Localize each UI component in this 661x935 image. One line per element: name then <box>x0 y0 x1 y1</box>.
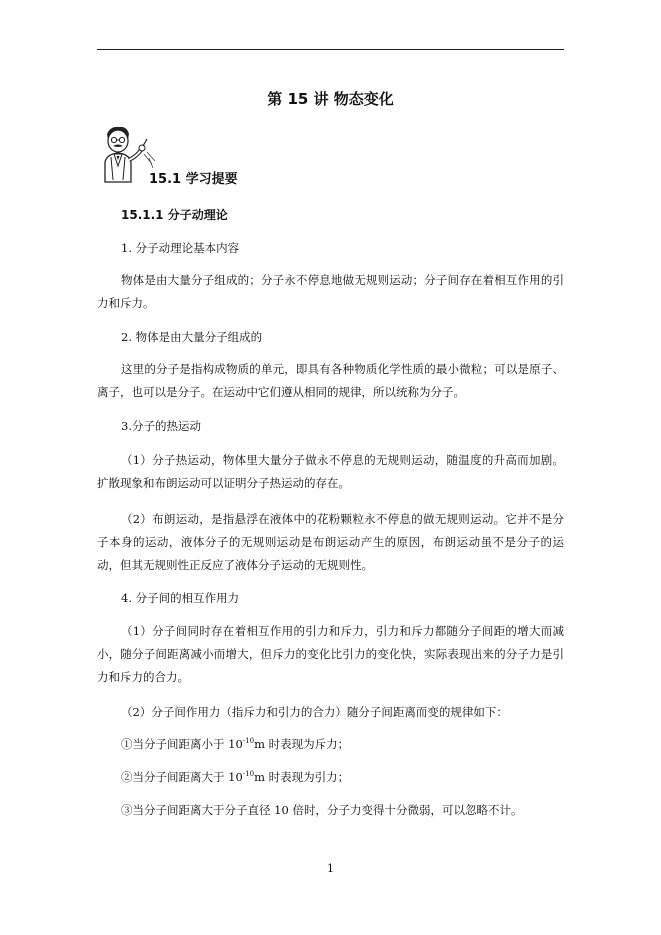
item-heading-1: 1. 分子动理论基本内容 <box>121 241 240 255</box>
paragraph-1: 物体是由大量分子组成的；分子永不停息地做无规则运动；分子间存在着相互作用的引力和斥力。 <box>97 273 564 310</box>
list-item-1 <box>121 736 349 752</box>
subsection-heading: 15.1.1 分子动理论 <box>121 208 228 222</box>
section-heading: 15.1 学习提要 <box>149 172 238 187</box>
list-item-1-unit: m 时表现为斥力； <box>254 737 350 751</box>
header-rule <box>97 49 564 50</box>
item-heading-3: 3.分子的热运动 <box>121 419 201 433</box>
item-heading-4: 4. 分子间的相互作用力 <box>121 591 240 605</box>
list-item-2-unit: m 时表现为引力； <box>254 770 350 784</box>
paragraph-3: （1）分子热运动，物体里大量分子做永不停息的无规则运动，随温度的升高而加剧。扩散现象和布朗运动可以证明分子热运动的存在。 <box>97 453 564 490</box>
list-item-1-text: ①当分子间距离小于 10 <box>121 737 243 751</box>
page-number: 1 <box>327 862 334 875</box>
list-item-3: ③当分子间距离大于分子直径 10 倍时，分子力变得十分微弱，可以忽略不计。 <box>121 803 523 817</box>
paragraph-4: （2）布朗运动，是指悬浮在液体中的花粉颗粒永不停息的做无规则运动。它并不是分子本身的运动，液体分子的无规则运动是布朗运动产生的原因，布朗运动虽不是分子的运动，但其无规则性正反应了液体分子运动的无规则性。 <box>97 512 564 572</box>
list-item-2 <box>121 769 349 785</box>
exponent: -10 <box>242 770 255 779</box>
list-item-2-text: ②当分子间距离大于 10 <box>121 770 243 784</box>
item-heading-2: 2. 物体是由大量分子组成的 <box>121 330 263 344</box>
paragraph-5: （1）分子间同时存在着相互作用的引力和斥力，引力和斥力都随分子间距的增大而减小，随分子间距离减小而增大，但斥力的变化比引力的变化快，实际表现出来的分子力是引力和斥力的合力。 <box>97 624 564 684</box>
page-title: 第 15 讲 物态变化 <box>267 90 394 108</box>
paragraph-6: （2）分子间作用力（指斥力和引力的合力）随分子间距离而变的规律如下： <box>121 705 508 719</box>
exponent: -10 <box>242 737 255 746</box>
paragraph-2: 这里的分子是指构成物质的单元，即具有各种物质化学性质的最小微粒；可以是原子、离子，也可以是分子。在运动中它们遵从相同的规律，所以统称为分子。 <box>97 362 564 399</box>
